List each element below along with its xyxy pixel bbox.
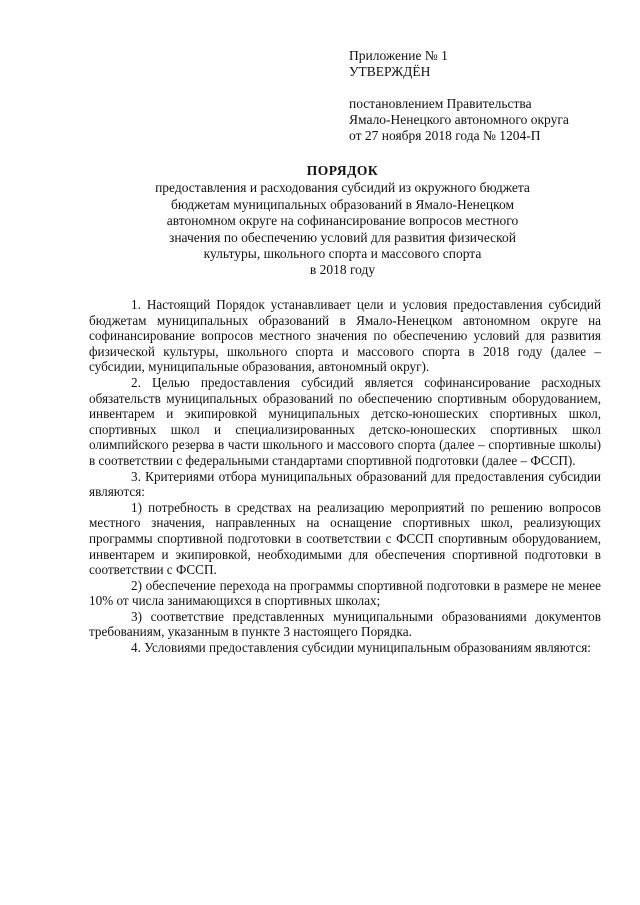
appendix-number: Приложение № 1 — [349, 48, 448, 63]
subtitle-line: предоставления и расходования субсидий из окружного бюджета — [155, 180, 530, 196]
approval-stamp — [349, 48, 609, 144]
paragraph-3: 3. Критериями отбора муниципальных образований для предоставления субсидии являются: — [89, 468, 601, 500]
criterion-1: 1) потребность в средствах на реализацию мероприятий по решению вопросов местного значения, направленных на оснащение спортивных школ, реализующих программы спортивной подготовки в соответствии с ФССП спортивным оборудованием, инвентарем и экипировкой, необходимыми для обеспечения спортивной подготовки в соответствии с ФССП. — [89, 499, 601, 578]
paragraph-1: 1. Настоящий Порядок устанавливает цели и условия предоставления субсидий бюджетам муниципальных образований в Ямало-Ненецком автономном округе на софинансирование вопросов местного значения по обеспечению условий для развития физической культуры, школьного спорта и массового спорта в 2018 году (далее – субсидии, муниципальные образования, автономный округ). — [89, 297, 601, 375]
criterion-2: 2) обеспечение перехода на программы спортивной подготовки в размере не менее 10% от числа занимающихся в спортивных школах; — [89, 577, 601, 609]
subtitle-line: значения по обеспечению условий для развития физической — [169, 229, 516, 245]
subtitle-line: бюджетам муниципальных образований в Ямало-Ненецком — [170, 196, 515, 212]
approved-label: УТВЕРЖДЁН — [349, 64, 431, 79]
decree-line-3: от 27 ноября 2018 года № 1204-П — [349, 128, 541, 143]
paragraph-4: 4. Условиями предоставления субсидии муниципальным образованиям являются: — [131, 640, 591, 656]
paragraph-2: 2. Целью предоставления субсидий является софинансирование расходных обязательств муниципальных образований по обеспечению спортивным оборудованием, инвентарем и экипировкой муниципальных детско-юношеских спортивных школ, спортивных школ и специализированных детско-юношеских спортивных школ олимпийского резерва в части школьного и массового спорта (далее – спортивные школы) в соответствии с федеральными стандартами спортивной подготовки (далее – ФССП). — [89, 374, 601, 468]
document-title: ПОРЯДОК — [306, 163, 379, 178]
decree-line-2: Ямало-Ненецкого автономного округа — [349, 112, 569, 127]
decree-line-1: постановлением Правительства — [349, 96, 532, 111]
criterion-3: 3) соответствие представленных муниципальными образованиями документов требованиям, указанным в пункте 3 настоящего Порядка. — [89, 608, 601, 640]
document-body — [89, 297, 601, 656]
document-heading — [80, 163, 605, 279]
subtitle-line: в 2018 году — [309, 262, 376, 278]
subtitle-line: автономном округе на софинансирование вопросов местного — [166, 213, 519, 229]
subtitle-line: культуры, школьного спорта и массового спорта — [203, 246, 482, 262]
